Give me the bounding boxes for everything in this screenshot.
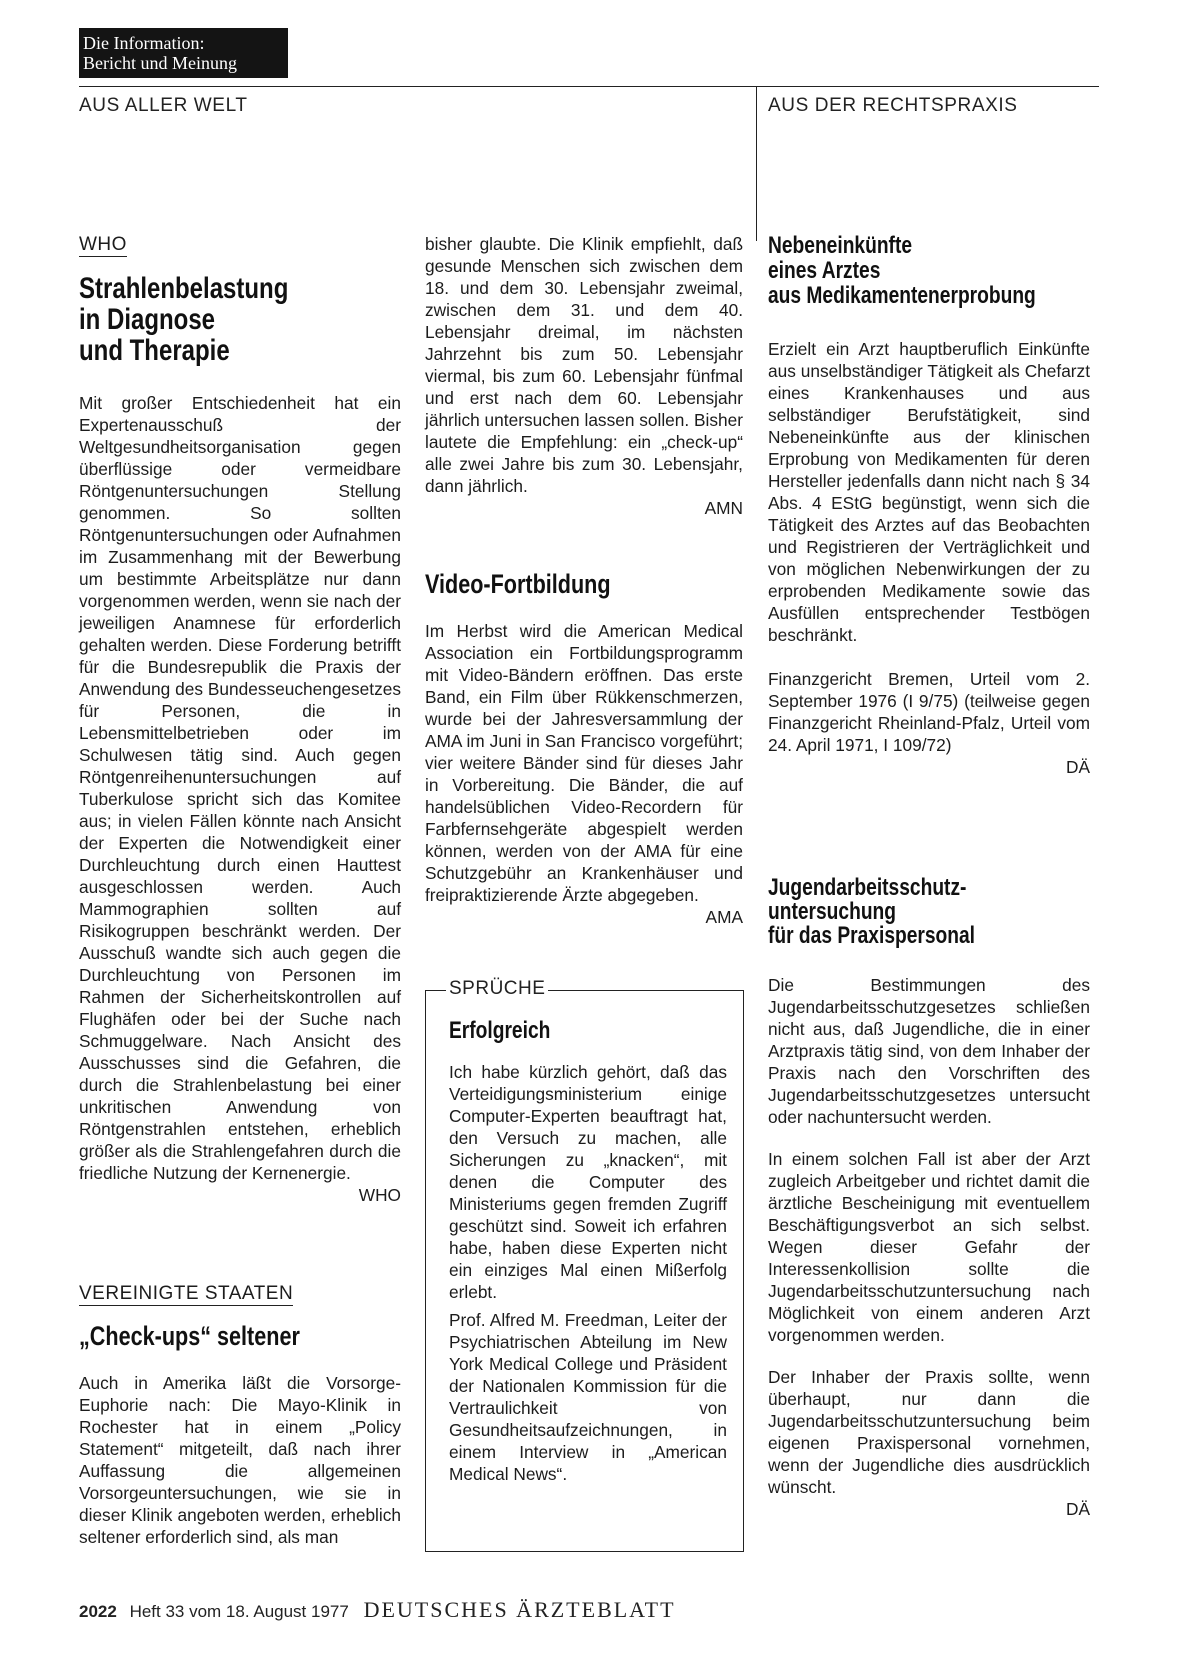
title-line: eines Arztes [768, 257, 881, 284]
header-rule [79, 86, 1099, 87]
title-line: für das Praxispersonal [768, 922, 976, 949]
column-divider [756, 86, 757, 241]
quote-text: Ich habe kürzlich gehört, daß das Verteidigungsministerium einige Computer-Experten beauftragt hat, den Versuch zu machen, alle Sicherungen zu „knacken“, mit denen die Computer des Ministeriums gegen fremden Zugriff geschützt sind. Soweit ich erfahren habe, haben diese Experten nicht ein einziges Mal einen Mißerfolg erlebt. [449, 1062, 727, 1302]
page-number: 2022 [79, 1602, 117, 1621]
article-title [768, 876, 1026, 948]
section-tag-line2: Bericht und Meinung [83, 53, 237, 73]
quote-content [449, 1019, 727, 1485]
title-line: aus Medikamentenerprobung [768, 282, 1036, 309]
article-source: AMN [704, 498, 743, 518]
article-source-line [425, 906, 743, 928]
article-paragraph: Die Bestimmungen des Jugendarbeitsschutzgesetzes schließen nicht aus, daß Jugendliche, die in einer Arztpraxis tätig sind, von dem Inhaber der Praxis nach den Vorschriften des Jugendarbeitsschutzgesetzes untersucht oder nachuntersucht werden. [768, 975, 1090, 1127]
quote-box [425, 978, 744, 1552]
section-heading-right: AUS DER RECHTSPRAXIS [768, 95, 1018, 116]
title-line: und Therapie [79, 334, 230, 367]
article-title [768, 232, 1036, 309]
magazine-name: DEUTSCHES ÄRZTEBLATT [363, 1597, 676, 1622]
article-citation: Finanzgericht Bremen, Urteil vom 2. September 1976 (I 9/75) (teilweise gegen Finanzgericht Rheinland-Pfalz, Urteil vom 24. April 1971, I 109/72) [768, 669, 1090, 755]
article-source: DÄ [1065, 757, 1090, 777]
title-line: Nebeneinkünfte [768, 232, 913, 259]
article-source-line [425, 497, 743, 519]
article-source-line [79, 1184, 401, 1206]
article-paragraph: Der Inhaber der Praxis sollte, wenn überhaupt, nur dann die Jugendarbeitsschutzuntersuchung beim eigenen Praxispersonal vornehmen, wenn der Jugendliche dies ausdrücklich wünscht. [768, 1367, 1090, 1497]
title-line: Strahlenbelastung [79, 272, 289, 305]
title-line: in Diagnose [79, 303, 216, 336]
article-jugendarbeitsschutz [768, 876, 1090, 1520]
article-usa-continued [425, 233, 743, 519]
section-heading-left: AUS ALLER WELT [79, 95, 248, 116]
article-source-line [768, 756, 1090, 778]
quote-attribution: Prof. Alfred M. Freedman, Leiter der Psychiatrischen Abteilung im New York Medical College und Präsident der Nationalen Kommission für die Vertraulichkeit von Gesundheitsaufzeichnungen, in einem Interview in „American Medical News“. [449, 1310, 727, 1484]
article-source-line [768, 1498, 1090, 1520]
article-source: AMA [705, 907, 743, 927]
page-footer [79, 1597, 676, 1623]
article-video [425, 570, 743, 928]
article-kicker: WHO [79, 234, 127, 255]
article-body: Mit großer Entschiedenheit hat ein Expertenausschuß der Weltgesundheitsorganisation gegen überflüssige oder vermeidbare Röntgenuntersuchungen Stellung genommen. So sollten Röntgenuntersuchungen oder Aufnahmen im Zusammenhang mit der Bewerbung um bestimmte Arbeitsplätze nur dann vorgenommen werden, wenn sie nach der jeweiligen Anamnese für erforderlich gehalten werden. Diese Forderung betrifft für die Bundesrepublik die Praxis der Anwendung des Bundesseuchengesetzes für Personen, die in Lebensmittelbetrieben oder im Schulwesen tätig sind. Auch gegen Röntgenreihenuntersuchungen auf Tuberkulose spricht sich das Komitee aus; in vielen Fällen könnte nach Ansicht der Experten die Notwendigkeit einer Durchleuchtung durch einen Hauttest ausgeschlossen werden. Auch Mammographien sollten auf Risikogruppen beschränkt werden. Der Ausschuß wandte sich auch gegen die Durchleuchtung von Personen im Rahmen der Sicherheitskontrollen auf Flughäfen oder bei der Suche nach Schmuggelware. Nach Ansicht des Ausschusses sind die Gefahren, die durch die Strahlenbelastung bei einer unkritischen Anwendung von Röntgenstrahlen entstehen, erheblich größer als die Strahlengefahren durch die friedliche Nutzung der Kernenergie. [79, 393, 401, 1183]
title-line: untersuchung [768, 898, 896, 925]
article-body: Erzielt ein Arzt hauptberuflich Einkünfte aus unselbständiger Tätigkeit als Chefarzt eines Krankenhauses und aus selbständiger Berufstätigkeit, sind Nebeneinkünfte aus der klinischen Erprobung von Medikamenten für deren Hersteller jedenfalls dann nicht nach § 34 Abs. 4 EStG begünstigt, wenn sich die Tätigkeit des Arztes auf das Beobachten und Registrieren der Verträglichkeit und von möglichen Nebenwirkungen der zu erprobenden Medikamente sowie das Ausfüllen entsprechender Testbögen beschränkt. [768, 339, 1090, 645]
article-source: WHO [358, 1185, 401, 1205]
section-tag-line1: Die Information: [83, 33, 205, 53]
article-title: „Check-ups“ seltener [79, 1321, 300, 1351]
article-who [79, 233, 401, 1206]
article-nebeneinkuenfte [768, 233, 1090, 778]
quote-box-label: SPRÜCHE [446, 978, 548, 1000]
article-kicker: VEREINIGTE STAATEN [79, 1283, 294, 1304]
article-title: Video-Fortbildung [425, 569, 611, 599]
article-title [79, 273, 337, 366]
quote-title: Erfolgreich [449, 1017, 551, 1044]
article-source: DÄ [1065, 1499, 1090, 1519]
issue-info: Heft 33 vom 18. August 1977 [129, 1602, 349, 1621]
article-body: Auch in Amerika läßt die Vorsorge-Euphorie nach: Die Mayo-Klinik in Rochester hat in einem „Policy Statement“ mitgeteilt, daß nach ihrer Auffassung die allgemeinen Vorsorgeuntersuchungen, wie sie in dieser Klinik angeboten werden, erheblich seltener erforderlich sind, als man [79, 1373, 401, 1547]
title-line: Jugendarbeitsschutz- [768, 874, 967, 901]
article-body: bisher glaubte. Die Klinik empfiehlt, daß gesunde Menschen sich zwischen dem 18. und dem 30. Lebensjahr zweimal, zwischen dem 31. und dem 40. Lebensjahr dreimal, im nächsten Jahrzehnt bis zum 50. Lebensjahr viermal, bis zum 60. Lebensjahr fünfmal und erst nach dem 60. Lebensjahr jährlich untersuchen lassen sollen. Bisher lautete die Empfehlung: ein „check-up“ alle zwei Jahre bis zum 30. Lebensjahr, dann jährlich. [425, 234, 743, 496]
article-paragraph: In einem solchen Fall ist aber der Arzt zugleich Arbeitgeber und richtet damit die ärztliche Bescheinigung mit eventuellem Beschäftigungsverbot an sich selbst. Wegen dieser Gefahr der Interessenkollision sollte die Jugendarbeitsschutzuntersuchung nach Möglichkeit von einem anderen Arzt vorgenommen werden. [768, 1149, 1090, 1345]
article-usa [79, 1282, 401, 1548]
article-body: Im Herbst wird die American Medical Association ein Fortbildungsprogramm mit Video-Bändern eröffnen. Das erste Band, ein Film über Rükkenschmerzen, wurde bei der Jahresversammlung der AMA im Juni in San Francisco vorgeführt; vier weitere Bänder sind für dieses Jahr in Vorbereitung. Die Bänder, die auf handelsüblichen Video-Recordern für Farbfernsehgeräte abgespielt werden können, werden von der AMA für eine Schutzgebühr an Krankenhäuser und freipraktizierende Ärzte abgegeben. [425, 621, 743, 905]
section-tag [79, 28, 288, 78]
